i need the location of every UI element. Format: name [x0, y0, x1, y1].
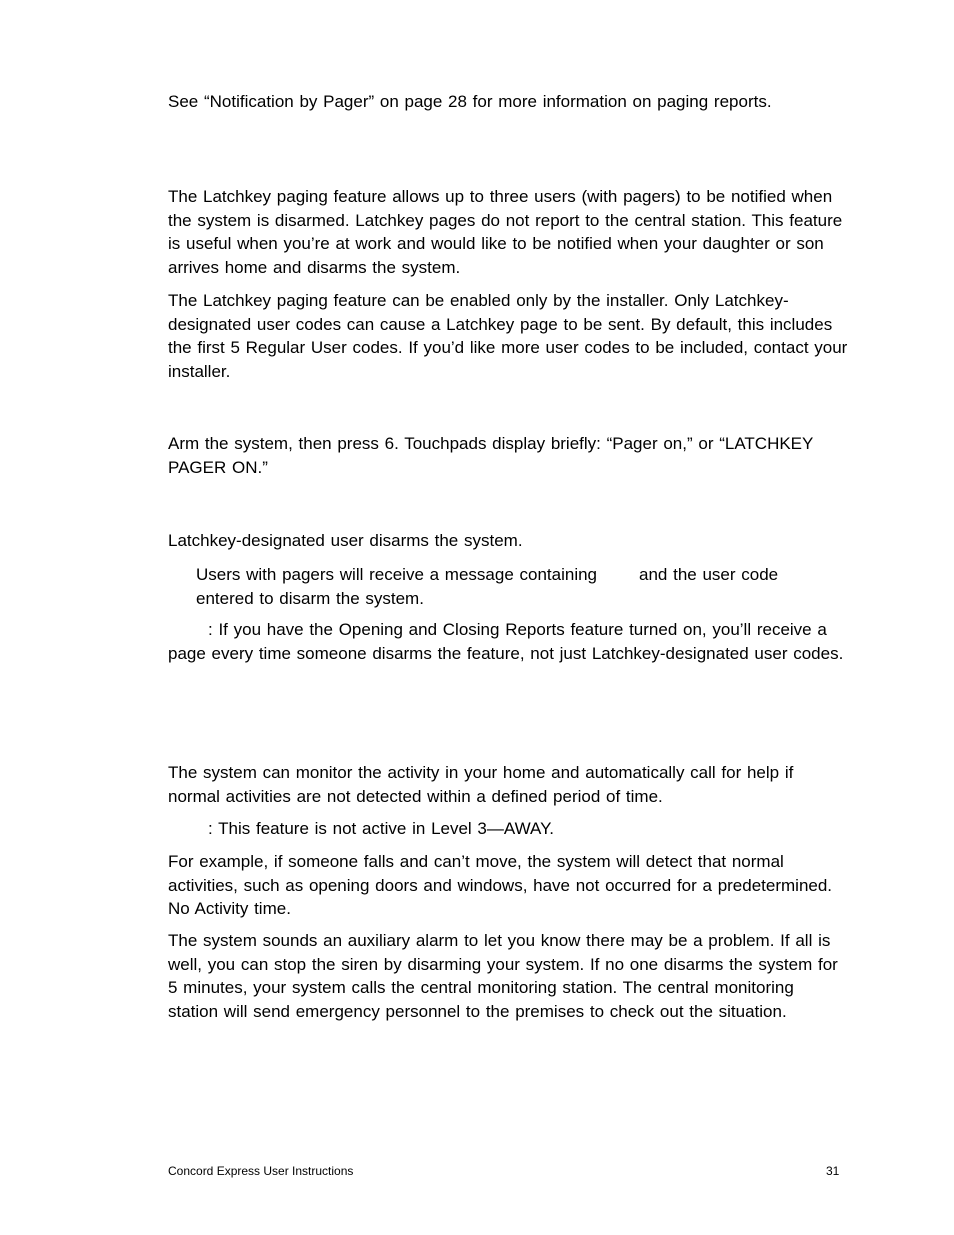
footer-title: Concord Express User Instructions	[168, 1164, 354, 1178]
latchkey-disarm-paragraph: Latchkey-designated user disarms the system.	[168, 531, 523, 550]
paging-reference-paragraph: See “Notification by Pager” on page 28 for more information on paging reports.	[168, 92, 772, 111]
pager-message-text-b: and the user code entered to disarm the system.	[196, 565, 779, 608]
level3-note-paragraph	[168, 817, 848, 841]
level3-note-text: : This feature is not active in Level 3—AWAY.	[208, 819, 554, 838]
example-paragraph: For example, if someone falls and can’t move, the system will detect that normal activities, such as opening doors and windows, have not occurred for a predetermined. No Activity time.	[168, 852, 833, 918]
footer-page-number: 31	[826, 1164, 840, 1178]
no-activity-intro-paragraph: The system can monitor the activity in your home and automatically call for help if normal activities are not detected within a defined period of time.	[168, 763, 794, 806]
opening-closing-note-text: : If you have the Opening and Closing Reports feature turned on, you’ll receive a page every time someone disarms the feature, not just Latchkey-designated user codes.	[168, 620, 844, 663]
pager-message-paragraph	[196, 563, 836, 610]
pager-message-text-a: Users with pagers will receive a message containing	[196, 565, 598, 584]
latchkey-intro-paragraph: The Latchkey paging feature allows up to three users (with pagers) to be notified when the system is disarmed. Latchkey pages do not report to the central station. This feature is useful when you’re at work and would like to be notified when your daughter or son arrives home and disarms the system.	[168, 187, 843, 277]
auxiliary-alarm-paragraph: The system sounds an auxiliary alarm to let you know there may be a problem. If all is well, you can stop the siren by disarming your system. If no one disarms the system for 5 minutes, your system calls the central monitoring station. The central monitoring station will send emergency personnel to the premises to check out the situation.	[168, 931, 838, 1021]
opening-closing-note-paragraph	[168, 618, 848, 665]
latchkey-turn-on-paragraph: Arm the system, then press 6. Touchpads display briefly: “Pager on,” or “LATCHKEY PAGER ON.”	[168, 434, 814, 477]
latchkey-enable-paragraph: The Latchkey paging feature can be enabled only by the installer. Only Latchkey-designated user codes can cause a Latchkey page to be sent. By default, this includes the first 5 Regular User codes. If you’d like more user codes to be included, contact your installer.	[168, 291, 848, 381]
